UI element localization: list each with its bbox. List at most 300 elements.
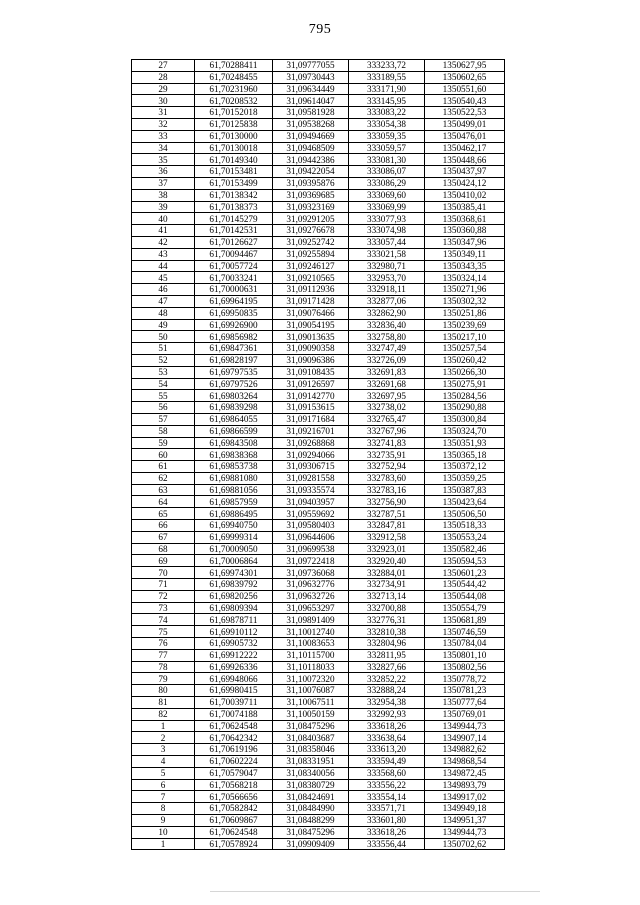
point-number-cell: 3: [132, 744, 195, 756]
y-coordinate-cell: 1350387,83: [425, 484, 505, 496]
latitude-cell: 61,69886495: [195, 508, 273, 520]
x-coordinate-cell: 333613,20: [349, 744, 425, 756]
y-coordinate-cell: 1350746,59: [425, 626, 505, 638]
y-coordinate-cell: 1350582,46: [425, 543, 505, 555]
longitude-cell: 31,10050159: [273, 708, 349, 720]
point-number-cell: 4: [132, 756, 195, 768]
latitude-cell: 61,69905732: [195, 638, 273, 650]
table-row: [132, 177, 505, 189]
longitude-cell: 31,09291205: [273, 213, 349, 225]
table-row: [132, 461, 505, 473]
x-coordinate-cell: 332713,14: [349, 590, 425, 602]
table-row: [132, 366, 505, 378]
longitude-cell: 31,09216701: [273, 425, 349, 437]
table-row: [132, 779, 505, 791]
x-coordinate-cell: 332920,40: [349, 555, 425, 567]
x-coordinate-cell: 332992,93: [349, 708, 425, 720]
y-coordinate-cell: 1350627,95: [425, 60, 505, 72]
point-number-cell: 44: [132, 260, 195, 272]
y-coordinate-cell: 1349944,73: [425, 720, 505, 732]
x-coordinate-cell: 332758,80: [349, 331, 425, 343]
y-coordinate-cell: 1350324,14: [425, 272, 505, 284]
x-coordinate-cell: 332827,66: [349, 661, 425, 673]
y-coordinate-cell: 1350506,50: [425, 508, 505, 520]
x-coordinate-cell: 332787,51: [349, 508, 425, 520]
point-number-cell: 49: [132, 319, 195, 331]
longitude-cell: 31,09076466: [273, 307, 349, 319]
longitude-cell: 31,09395876: [273, 177, 349, 189]
longitude-cell: 31,09722418: [273, 555, 349, 567]
longitude-cell: 31,09126597: [273, 378, 349, 390]
table-row: [132, 331, 505, 343]
y-coordinate-cell: 1350551,60: [425, 83, 505, 95]
table-row: [132, 626, 505, 638]
longitude-cell: 31,09777055: [273, 60, 349, 72]
y-coordinate-cell: 1350448,66: [425, 154, 505, 166]
y-coordinate-cell: 1350424,12: [425, 177, 505, 189]
longitude-cell: 31,09468509: [273, 142, 349, 154]
y-coordinate-cell: 1350302,32: [425, 295, 505, 307]
latitude-cell: 61,69853738: [195, 461, 273, 473]
x-coordinate-cell: 332884,01: [349, 567, 425, 579]
point-number-cell: 55: [132, 390, 195, 402]
longitude-cell: 31,08424691: [273, 791, 349, 803]
point-number-cell: 10: [132, 826, 195, 838]
x-coordinate-cell: 332691,83: [349, 366, 425, 378]
longitude-cell: 31,09153615: [273, 402, 349, 414]
x-coordinate-cell: 332765,47: [349, 413, 425, 425]
x-coordinate-cell: 333074,98: [349, 225, 425, 237]
x-coordinate-cell: 333556,22: [349, 779, 425, 791]
table-row: [132, 260, 505, 272]
point-number-cell: 66: [132, 520, 195, 532]
table-row: [132, 472, 505, 484]
table-row: [132, 590, 505, 602]
point-number-cell: 45: [132, 272, 195, 284]
latitude-cell: 61,70130018: [195, 142, 273, 154]
y-coordinate-cell: 1350769,01: [425, 708, 505, 720]
longitude-cell: 31,09281558: [273, 472, 349, 484]
point-number-cell: 70: [132, 567, 195, 579]
table-row: [132, 838, 505, 850]
point-number-cell: 36: [132, 166, 195, 178]
x-coordinate-cell: 332741,83: [349, 437, 425, 449]
point-number-cell: 81: [132, 697, 195, 709]
table-row: [132, 567, 505, 579]
y-coordinate-cell: 1350681,89: [425, 614, 505, 626]
x-coordinate-cell: 332918,11: [349, 284, 425, 296]
table-row: [132, 130, 505, 142]
table-row: [132, 425, 505, 437]
y-coordinate-cell: 1350284,56: [425, 390, 505, 402]
y-coordinate-cell: 1350324,70: [425, 425, 505, 437]
point-number-cell: 69: [132, 555, 195, 567]
x-coordinate-cell: 332700,88: [349, 602, 425, 614]
point-number-cell: 71: [132, 579, 195, 591]
table-row: [132, 154, 505, 166]
y-coordinate-cell: 1350365,18: [425, 449, 505, 461]
point-number-cell: 51: [132, 343, 195, 355]
point-number-cell: 58: [132, 425, 195, 437]
x-coordinate-cell: 332735,91: [349, 449, 425, 461]
table-row: [132, 791, 505, 803]
table-row: [132, 272, 505, 284]
latitude-cell: 61,69910112: [195, 626, 273, 638]
longitude-cell: 31,09403957: [273, 496, 349, 508]
point-number-cell: 77: [132, 649, 195, 661]
point-number-cell: 38: [132, 189, 195, 201]
longitude-cell: 31,08331951: [273, 756, 349, 768]
longitude-cell: 31,09581928: [273, 107, 349, 119]
x-coordinate-cell: 333086,07: [349, 166, 425, 178]
longitude-cell: 31,09559692: [273, 508, 349, 520]
x-coordinate-cell: 332877,06: [349, 295, 425, 307]
latitude-cell: 61,70142531: [195, 225, 273, 237]
point-number-cell: 67: [132, 531, 195, 543]
latitude-cell: 61,70624548: [195, 720, 273, 732]
point-number-cell: 79: [132, 673, 195, 685]
table-row: [132, 661, 505, 673]
x-coordinate-cell: 332783,16: [349, 484, 425, 496]
scan-edge-line: [210, 891, 540, 892]
y-coordinate-cell: 1350522,53: [425, 107, 505, 119]
latitude-cell: 61,70149340: [195, 154, 273, 166]
latitude-cell: 61,70039711: [195, 697, 273, 709]
x-coordinate-cell: 332776,31: [349, 614, 425, 626]
y-coordinate-cell: 1350476,01: [425, 130, 505, 142]
point-number-cell: 30: [132, 95, 195, 107]
latitude-cell: 61,70125838: [195, 118, 273, 130]
y-coordinate-cell: 1350518,33: [425, 520, 505, 532]
longitude-cell: 31,09891409: [273, 614, 349, 626]
latitude-cell: 61,70619196: [195, 744, 273, 756]
latitude-cell: 61,69999314: [195, 531, 273, 543]
table-row: [132, 638, 505, 650]
x-coordinate-cell: 333233,72: [349, 60, 425, 72]
table-row: [132, 284, 505, 296]
latitude-cell: 61,70009050: [195, 543, 273, 555]
point-number-cell: 73: [132, 602, 195, 614]
y-coordinate-cell: 1350601,23: [425, 567, 505, 579]
latitude-cell: 61,70609867: [195, 815, 273, 827]
longitude-cell: 31,08380729: [273, 779, 349, 791]
y-coordinate-cell: 1350343,35: [425, 260, 505, 272]
longitude-cell: 31,09614047: [273, 95, 349, 107]
point-number-cell: 74: [132, 614, 195, 626]
latitude-cell: 61,70152018: [195, 107, 273, 119]
latitude-cell: 61,69926900: [195, 319, 273, 331]
latitude-cell: 61,70006864: [195, 555, 273, 567]
table-row: [132, 708, 505, 720]
latitude-cell: 61,69912222: [195, 649, 273, 661]
longitude-cell: 31,08340056: [273, 767, 349, 779]
point-number-cell: 39: [132, 201, 195, 213]
longitude-cell: 31,09632776: [273, 579, 349, 591]
point-number-cell: 47: [132, 295, 195, 307]
x-coordinate-cell: 333618,26: [349, 720, 425, 732]
point-number-cell: 65: [132, 508, 195, 520]
longitude-cell: 31,09255894: [273, 248, 349, 260]
latitude-cell: 61,70231960: [195, 83, 273, 95]
table-row: [132, 767, 505, 779]
coordinates-table: [131, 59, 505, 850]
latitude-cell: 61,69881080: [195, 472, 273, 484]
table-row: [132, 354, 505, 366]
latitude-cell: 61,69864055: [195, 413, 273, 425]
x-coordinate-cell: 333618,26: [349, 826, 425, 838]
point-number-cell: 57: [132, 413, 195, 425]
table-row: [132, 826, 505, 838]
longitude-cell: 31,09494669: [273, 130, 349, 142]
y-coordinate-cell: 1349949,18: [425, 803, 505, 815]
point-number-cell: 5: [132, 767, 195, 779]
longitude-cell: 31,09054195: [273, 319, 349, 331]
latitude-cell: 61,70582842: [195, 803, 273, 815]
y-coordinate-cell: 1350781,23: [425, 685, 505, 697]
point-number-cell: 32: [132, 118, 195, 130]
y-coordinate-cell: 1350802,56: [425, 661, 505, 673]
x-coordinate-cell: 333069,99: [349, 201, 425, 213]
y-coordinate-cell: 1350275,91: [425, 378, 505, 390]
y-coordinate-cell: 1349944,73: [425, 826, 505, 838]
y-coordinate-cell: 1350290,88: [425, 402, 505, 414]
table-row: [132, 390, 505, 402]
latitude-cell: 61,70138342: [195, 189, 273, 201]
point-number-cell: 59: [132, 437, 195, 449]
longitude-cell: 31,10076087: [273, 685, 349, 697]
table-row: [132, 484, 505, 496]
latitude-cell: 61,69866599: [195, 425, 273, 437]
point-number-cell: 1: [132, 838, 195, 850]
point-number-cell: 76: [132, 638, 195, 650]
table-row: [132, 649, 505, 661]
point-number-cell: 46: [132, 284, 195, 296]
table-row: [132, 602, 505, 614]
table-row: [132, 201, 505, 213]
point-number-cell: 43: [132, 248, 195, 260]
x-coordinate-cell: 332954,38: [349, 697, 425, 709]
y-coordinate-cell: 1350553,24: [425, 531, 505, 543]
point-number-cell: 33: [132, 130, 195, 142]
x-coordinate-cell: 333057,44: [349, 236, 425, 248]
longitude-cell: 31,09142770: [273, 390, 349, 402]
table-row: [132, 543, 505, 555]
latitude-cell: 61,70126627: [195, 236, 273, 248]
y-coordinate-cell: 1349882,62: [425, 744, 505, 756]
y-coordinate-cell: 1349907,14: [425, 732, 505, 744]
x-coordinate-cell: 333556,44: [349, 838, 425, 850]
longitude-cell: 31,09580403: [273, 520, 349, 532]
longitude-cell: 31,09306715: [273, 461, 349, 473]
latitude-cell: 61,70624548: [195, 826, 273, 838]
point-number-cell: 7: [132, 791, 195, 803]
longitude-cell: 31,09276678: [273, 225, 349, 237]
latitude-cell: 61,70568218: [195, 779, 273, 791]
y-coordinate-cell: 1349872,45: [425, 767, 505, 779]
y-coordinate-cell: 1350462,17: [425, 142, 505, 154]
y-coordinate-cell: 1350351,93: [425, 437, 505, 449]
point-number-cell: 2: [132, 732, 195, 744]
x-coordinate-cell: 333638,64: [349, 732, 425, 744]
longitude-cell: 31,09112936: [273, 284, 349, 296]
point-number-cell: 6: [132, 779, 195, 791]
latitude-cell: 61,69803264: [195, 390, 273, 402]
latitude-cell: 61,70642342: [195, 732, 273, 744]
table-row: [132, 83, 505, 95]
point-number-cell: 80: [132, 685, 195, 697]
longitude-cell: 31,09108435: [273, 366, 349, 378]
x-coordinate-cell: 332783,60: [349, 472, 425, 484]
x-coordinate-cell: 332811,95: [349, 649, 425, 661]
point-number-cell: 62: [132, 472, 195, 484]
y-coordinate-cell: 1350702,62: [425, 838, 505, 850]
table-row: [132, 343, 505, 355]
latitude-cell: 61,70000631: [195, 284, 273, 296]
table-row: [132, 295, 505, 307]
table-row: [132, 71, 505, 83]
x-coordinate-cell: 333086,29: [349, 177, 425, 189]
latitude-cell: 61,69964195: [195, 295, 273, 307]
point-number-cell: 9: [132, 815, 195, 827]
latitude-cell: 61,70578924: [195, 838, 273, 850]
longitude-cell: 31,08475296: [273, 720, 349, 732]
latitude-cell: 61,69974301: [195, 567, 273, 579]
x-coordinate-cell: 333171,90: [349, 83, 425, 95]
point-number-cell: 82: [132, 708, 195, 720]
x-coordinate-cell: 332953,70: [349, 272, 425, 284]
y-coordinate-cell: 1350784,04: [425, 638, 505, 650]
longitude-cell: 31,09369685: [273, 189, 349, 201]
latitude-cell: 61,70057724: [195, 260, 273, 272]
table-row: [132, 142, 505, 154]
latitude-cell: 61,69878711: [195, 614, 273, 626]
y-coordinate-cell: 1349951,37: [425, 815, 505, 827]
point-number-cell: 8: [132, 803, 195, 815]
point-number-cell: 28: [132, 71, 195, 83]
x-coordinate-cell: 333069,60: [349, 189, 425, 201]
x-coordinate-cell: 333059,57: [349, 142, 425, 154]
latitude-cell: 61,70153481: [195, 166, 273, 178]
y-coordinate-cell: 1350257,54: [425, 343, 505, 355]
point-number-cell: 56: [132, 402, 195, 414]
longitude-cell: 31,09699538: [273, 543, 349, 555]
point-number-cell: 40: [132, 213, 195, 225]
table-row: [132, 402, 505, 414]
longitude-cell: 31,08488299: [273, 815, 349, 827]
x-coordinate-cell: 332847,81: [349, 520, 425, 532]
table-row: [132, 614, 505, 626]
table-row: [132, 555, 505, 567]
table-row: [132, 189, 505, 201]
latitude-cell: 61,69847361: [195, 343, 273, 355]
latitude-cell: 61,70094467: [195, 248, 273, 260]
x-coordinate-cell: 333077,93: [349, 213, 425, 225]
point-number-cell: 37: [132, 177, 195, 189]
longitude-cell: 31,09653297: [273, 602, 349, 614]
table-row: [132, 496, 505, 508]
latitude-cell: 61,69838368: [195, 449, 273, 461]
x-coordinate-cell: 332862,90: [349, 307, 425, 319]
point-number-cell: 68: [132, 543, 195, 555]
point-number-cell: 48: [132, 307, 195, 319]
longitude-cell: 31,09171428: [273, 295, 349, 307]
point-number-cell: 75: [132, 626, 195, 638]
latitude-cell: 61,69948066: [195, 673, 273, 685]
point-number-cell: 52: [132, 354, 195, 366]
y-coordinate-cell: 1350251,86: [425, 307, 505, 319]
table-row: [132, 803, 505, 815]
longitude-cell: 31,08475296: [273, 826, 349, 838]
y-coordinate-cell: 1350594,53: [425, 555, 505, 567]
point-number-cell: 63: [132, 484, 195, 496]
x-coordinate-cell: 332836,40: [349, 319, 425, 331]
longitude-cell: 31,09090358: [273, 343, 349, 355]
latitude-cell: 61,70248455: [195, 71, 273, 83]
table-row: [132, 107, 505, 119]
table-row: [132, 520, 505, 532]
table-row: [132, 213, 505, 225]
longitude-cell: 31,10083653: [273, 638, 349, 650]
x-coordinate-cell: 332697,95: [349, 390, 425, 402]
longitude-cell: 31,10115700: [273, 649, 349, 661]
longitude-cell: 31,09736068: [273, 567, 349, 579]
table-row: [132, 166, 505, 178]
table-row: [132, 378, 505, 390]
y-coordinate-cell: 1350347,96: [425, 236, 505, 248]
point-number-cell: 1: [132, 720, 195, 732]
table-row: [132, 732, 505, 744]
latitude-cell: 61,70153499: [195, 177, 273, 189]
y-coordinate-cell: 1350410,02: [425, 189, 505, 201]
longitude-cell: 31,08484990: [273, 803, 349, 815]
table-row: [132, 225, 505, 237]
latitude-cell: 61,70138373: [195, 201, 273, 213]
x-coordinate-cell: 333083,22: [349, 107, 425, 119]
point-number-cell: 42: [132, 236, 195, 248]
x-coordinate-cell: 333145,95: [349, 95, 425, 107]
longitude-cell: 31,09013635: [273, 331, 349, 343]
table-row: [132, 60, 505, 72]
x-coordinate-cell: 332747,49: [349, 343, 425, 355]
x-coordinate-cell: 333571,71: [349, 803, 425, 815]
x-coordinate-cell: 332852,22: [349, 673, 425, 685]
table-row: [132, 118, 505, 130]
table-row: [132, 531, 505, 543]
y-coordinate-cell: 1350260,42: [425, 354, 505, 366]
y-coordinate-cell: 1350385,41: [425, 201, 505, 213]
latitude-cell: 61,70130000: [195, 130, 273, 142]
latitude-cell: 61,69820256: [195, 590, 273, 602]
x-coordinate-cell: 332912,58: [349, 531, 425, 543]
point-number-cell: 31: [132, 107, 195, 119]
point-number-cell: 54: [132, 378, 195, 390]
y-coordinate-cell: 1350499,01: [425, 118, 505, 130]
x-coordinate-cell: 332752,94: [349, 461, 425, 473]
y-coordinate-cell: 1350602,65: [425, 71, 505, 83]
latitude-cell: 61,70579047: [195, 767, 273, 779]
longitude-cell: 31,09634449: [273, 83, 349, 95]
latitude-cell: 61,69980415: [195, 685, 273, 697]
coordinates-table-body: [132, 60, 505, 850]
latitude-cell: 61,69839792: [195, 579, 273, 591]
longitude-cell: 31,09096386: [273, 354, 349, 366]
point-number-cell: 60: [132, 449, 195, 461]
latitude-cell: 61,69857959: [195, 496, 273, 508]
x-coordinate-cell: 333054,38: [349, 118, 425, 130]
point-number-cell: 41: [132, 225, 195, 237]
y-coordinate-cell: 1349868,54: [425, 756, 505, 768]
y-coordinate-cell: 1350801,10: [425, 649, 505, 661]
